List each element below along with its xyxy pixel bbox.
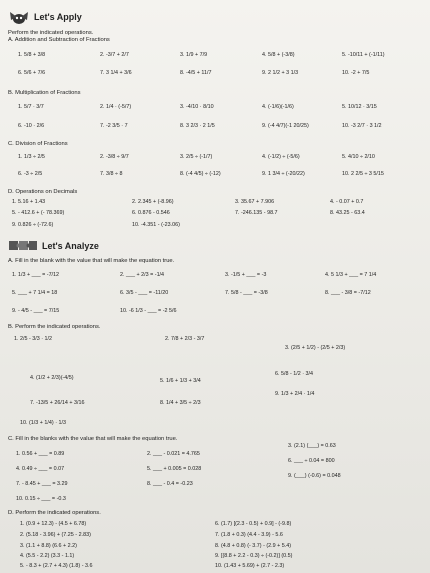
apply-d-item: 6. 0.876 - 0.546 (132, 210, 170, 216)
apply-b-item: 10. -3 2/7 · 3 1/2 (342, 123, 382, 129)
apply-a-item: 5. -10/11 + (-1/11) (342, 52, 385, 58)
apply-c-item: 4. (-1/2) ÷ (-5/6) (262, 154, 300, 160)
lets-apply-title: Let's Apply (34, 12, 82, 22)
analyze-c-item: 3. (2.1) (___) = 0.63 (288, 443, 336, 449)
analyze-b-item: 2. 7/8 + 2/3 - 3/7 (165, 336, 205, 342)
analyze-c-item: 4. 0.49 ÷ ___ = 0.07 (16, 466, 65, 472)
analyze-a-item: 7. 5/8 - ___ = -3/8 (225, 290, 268, 296)
apply-b-heading: B. Multiplication of Fractions (8, 90, 81, 96)
apply-a-item: 10. -2 + 7/5 (342, 70, 370, 76)
apply-b-item: 8. 3 2/3 · 2 1/5 (180, 123, 215, 129)
analyze-a-item: 4. 5 1/3 + ___ = 7 1/4 (325, 272, 377, 278)
puzzle-icon (8, 238, 38, 254)
apply-a-item: 8. -4/5 + 11/7 (180, 70, 212, 76)
analyze-a-item: 8. ___ - 3/8 = -7/12 (325, 290, 371, 296)
analyze-d-item: 7. (1.8 + 0.3) (4.4 - 3.9) - 5.6 (215, 532, 283, 538)
apply-a-item: 6. 5/6 + 7/6 (18, 70, 46, 76)
analyze-a-heading: A. Fill in the blank with the value that will make the equation true. (8, 258, 175, 264)
analyze-c-item: 5. ___ + 0.005 = 0.028 (147, 466, 202, 472)
analyze-a-item: 6. 3/5 - ___ = -11/20 (120, 290, 169, 296)
analyze-c-item: 9. (___) (-0.6) = 0.048 (288, 473, 341, 479)
analyze-b-item: 10. (1/3 + 1/4) · 1/3 (20, 420, 66, 426)
lets-analyze-title: Let's Analyze (42, 241, 99, 251)
analyze-c-item: 10. 0.15 ÷ ___ = -0.3 (16, 496, 66, 502)
analyze-b-item: 5. 1/6 + 1/3 + 3/4 (160, 378, 201, 384)
analyze-c-item: 6. ___ ÷ 0.04 = 800 (288, 458, 335, 464)
apply-c-item: 3. 2/5 ÷ (-1/7) (180, 154, 213, 160)
analyze-d-item: 8. (4.8 + 0.8) (- 3.7) - (2.9 + 5.4) (215, 543, 292, 549)
analyze-a-item: 5. ___ + 7 1/4 = 18 (12, 290, 58, 296)
apply-c-item: 7. 3/8 ÷ 8 (100, 171, 123, 177)
analyze-d-item: 5. - 8.3 + (2.7 + 4.3) (1.8) - 3.6 (20, 563, 93, 569)
apply-b-item: 5. 10/12 · 3/15 (342, 104, 377, 110)
analyze-b-item: 9. 1/3 + 2/4 · 1/4 (275, 391, 315, 397)
apply-d-item: 9. 0.826 ÷ (-72.6) (12, 222, 54, 228)
analyze-d-item: 4. (5.5 - 2.2) (3.3 - 1.1) (20, 553, 75, 559)
apply-c-item: 2. -3/8 ÷ 9/7 (100, 154, 129, 160)
apply-b-item: 2. 1/4 · (-5/7) (100, 104, 132, 110)
analyze-a-item: 10. -6 1/3 - ___ = -2 5/6 (120, 308, 177, 314)
lets-analyze-header (8, 238, 99, 254)
apply-d-item: 5. - 412.6 + (- 78.369) (12, 210, 65, 216)
analyze-b-item: 8. 1/4 + 3/5 ÷ 2/3 (160, 400, 201, 406)
apply-d-item: 2. 2.345 + (-8.96) (132, 199, 174, 205)
apply-d-item: 1. 5.16 + 1.43 (12, 199, 46, 205)
analyze-c-item: 2. ___ - 0.021 = 4.765 (147, 451, 200, 457)
analyze-c-heading: C. Fill in the blanks with the value that will make the equation true. (8, 436, 178, 442)
apply-b-item: 4. (-1/6)(-1/6) (262, 104, 294, 110)
apply-b-item: 7. -2 3/5 · 7 (100, 123, 128, 129)
apply-c-item: 10. 2 2/5 ÷ 3 5/15 (342, 171, 384, 177)
apply-a-item: 2. -3/7 + 2/7 (100, 52, 129, 58)
apply-c-item: 9. 1 3/4 ÷ (-20/22) (262, 171, 305, 177)
apply-c-item: 8. (-4 4/5) ÷ (-12) (180, 171, 221, 177)
apply-c-heading: C. Division of Fractions (8, 141, 68, 147)
apply-d-item: 4. - 0.07 + 0.7 (330, 199, 364, 205)
apply-a-item: 1. 5/8 + 3/8 (18, 52, 46, 58)
analyze-a-item: 1. 1/3 + ___ = -7/12 (12, 272, 60, 278)
analyze-b-item: 3. (2/5 + 1/2) - (2/5 + 2/3) (285, 345, 346, 351)
apply-c-item: 5. 4/10 ÷ 2/10 (342, 154, 375, 160)
apply-b-item: 9. (-4 4/7)(-1 20/25) (262, 123, 309, 129)
analyze-a-item: 9. - 4/5 - ___ = 7/15 (12, 308, 60, 314)
analyze-b-item: 7. -13/5 + 26/14 + 3/16 (30, 400, 85, 406)
mascot-icon (8, 8, 30, 26)
analyze-d-item: 10. (1.43 + 5.69) + (2.7 - 2.3) (215, 563, 285, 569)
apply-a-heading: A. Addition and Subtraction of Fractions (8, 37, 110, 43)
apply-d-heading: D. Operations on Decimals (8, 189, 78, 195)
apply-instruction: Perform the indicated operations. (8, 30, 94, 36)
analyze-d-item: 1. (0.9 + 12.3) - (4.5 + 6.78) (20, 521, 87, 527)
analyze-b-item: 4. (1/2 + 2/3)(-4/5) (30, 375, 74, 381)
analyze-a-item: 2. ___ + 2/3 = -1/4 (120, 272, 165, 278)
apply-d-item: 10. -4.351 - (-23.06) (132, 222, 180, 228)
analyze-d-heading: D. Perform the indicated operations. (8, 510, 101, 516)
apply-b-item: 1. 5/7 · 3/7 (18, 104, 44, 110)
analyze-d-item: 2. (5.18 - 3.96) + (7.25 - 2.83) (20, 532, 91, 538)
lets-apply-header (8, 8, 82, 26)
apply-d-item: 3. 35.67 + 7.906 (235, 199, 275, 205)
analyze-d-item: 3. (1.1 + 8.8) (6.6 + 2.2) (20, 543, 77, 549)
apply-a-item: 4. 5/8 + (-3/8) (262, 52, 295, 58)
analyze-c-item: 1. 0.56 + ___ = 0.89 (16, 451, 65, 457)
analyze-b-heading: B. Perform the indicated operations. (8, 324, 101, 330)
apply-a-item: 9. 2 1/2 + 3 1/3 (262, 70, 299, 76)
apply-d-item: 8. 43.25 - 63.4 (330, 210, 365, 216)
apply-b-item: 3. -4/10 · 8/10 (180, 104, 214, 110)
analyze-a-item: 3. -1/5 + ___ = -3 (225, 272, 267, 278)
apply-c-item: 6. -3 ÷ 2/5 (18, 171, 43, 177)
analyze-c-item: 8. ___ - 0.4 = -0.23 (147, 481, 193, 487)
analyze-c-item: 7. - 8.45 + ___ = 3.29 (16, 481, 68, 487)
analyze-b-item: 1. 2/5 - 3/3 · 1/2 (14, 336, 53, 342)
analyze-b-item: 6. 5/8 - 1/2 · 3/4 (275, 371, 314, 377)
apply-c-item: 1. 1/3 ÷ 2/5 (18, 154, 45, 160)
apply-a-item: 7. 3 1/4 + 3/6 (100, 70, 132, 76)
apply-d-item: 7. -246.135 - 98.7 (235, 210, 278, 216)
apply-a-item: 3. 1/9 + 7/9 (180, 52, 208, 58)
analyze-d-item: 6. (1.7) [(2.3 - 0.5) + 0.9] - (-9.8) (215, 521, 292, 527)
apply-b-item: 6. -10 · 2/6 (18, 123, 45, 129)
analyze-d-item: 9. [(8.8 + 2.2 - 0.3) ÷ (-0.2)] (0.5) (215, 553, 293, 559)
